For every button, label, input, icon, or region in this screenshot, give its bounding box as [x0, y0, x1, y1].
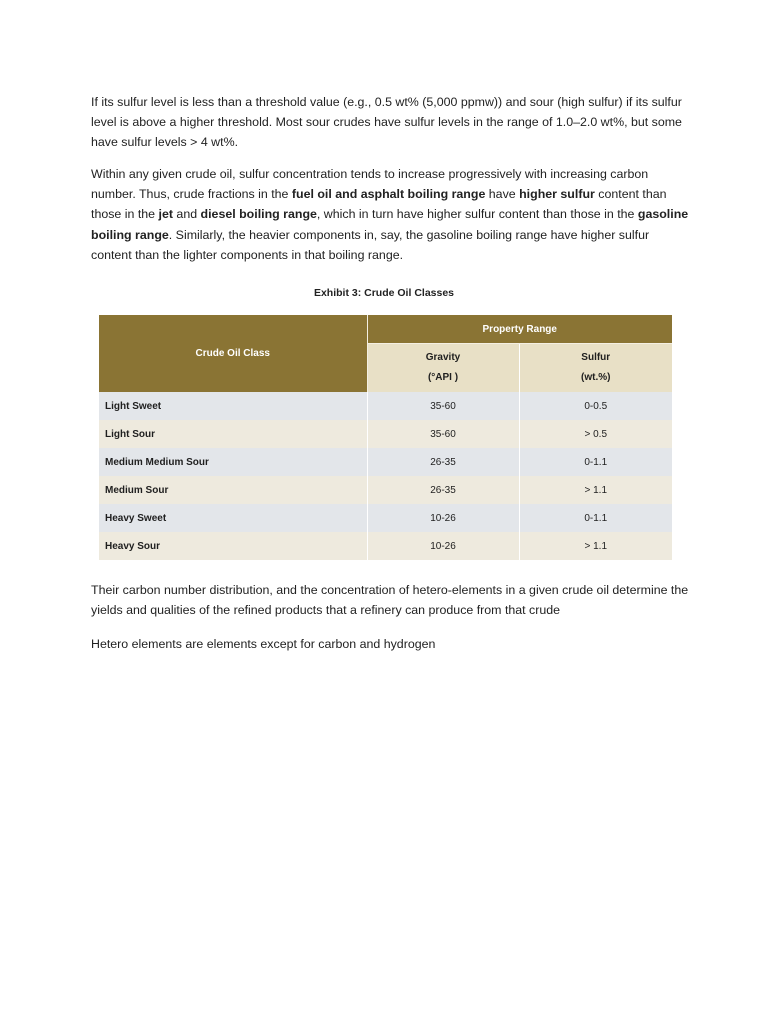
table-row: [99, 392, 672, 420]
text-run: have: [485, 187, 520, 202]
header-crude-oil-class: Crude Oil Class: [99, 315, 367, 392]
cell-sulfur: 0-0.5: [519, 392, 672, 420]
text-run: and: [172, 207, 201, 222]
table-row: [99, 532, 672, 560]
cell-gravity: 35-60: [367, 392, 519, 420]
cell-gravity: 35-60: [367, 420, 519, 448]
text-run: . Similarly, the heavier components in, say, the gasoline boiling range have higher sulfur content than the lighter components in that boiling range.: [91, 227, 650, 262]
paragraph-sulfur-concentration: [91, 164, 691, 265]
sulfur-label: Sulfur: [581, 352, 611, 363]
cell-sulfur: > 1.1: [519, 532, 672, 560]
cell-gravity: 26-35: [367, 476, 519, 504]
header-sulfur: [519, 344, 672, 393]
gravity-unit: (°API ): [427, 372, 459, 383]
text-run: content than those in the: [91, 187, 667, 222]
paragraph-hetero-elements: [91, 634, 691, 654]
cell-sulfur: 0-1.1: [519, 448, 672, 476]
cell-class: Heavy Sweet: [99, 504, 367, 532]
cell-class: Medium Sour: [99, 476, 367, 504]
paragraph-carbon-distribution: [91, 580, 691, 620]
text-run: Their carbon number distribution, and the concentration of hetero-elements in a given crude oil determine the yields and qualities of the refined products that a refinery can produce from that crude: [91, 583, 689, 618]
cell-class: Light Sweet: [99, 392, 367, 420]
cell-sulfur: 0-1.1: [519, 504, 672, 532]
text-run: Hetero elements are elements except for carbon and hydrogen: [91, 637, 436, 651]
cell-class: Heavy Sour: [99, 532, 367, 560]
table-row: [99, 476, 672, 504]
cell-gravity: 10-26: [367, 504, 519, 532]
crude-oil-classes-table: [99, 315, 672, 560]
cell-gravity: 10-26: [367, 532, 519, 560]
bold-text: gasoline boiling range: [91, 207, 689, 242]
cell-gravity: 26-35: [367, 448, 519, 476]
sulfur-unit: (wt.%): [581, 372, 611, 383]
table-row: [99, 420, 672, 448]
cell-sulfur: > 1.1: [519, 476, 672, 504]
header-gravity: [367, 344, 519, 393]
table-row: [99, 448, 672, 476]
gravity-label: Gravity: [425, 352, 461, 363]
cell-sulfur: > 0.5: [519, 420, 672, 448]
bold-text: fuel oil and asphalt boiling range: [291, 187, 486, 202]
paragraph-sulfur-threshold: [91, 92, 691, 153]
cell-class: Light Sour: [99, 420, 367, 448]
cell-class: Medium Medium Sour: [99, 448, 367, 476]
table-row: [99, 504, 672, 532]
bold-text: diesel boiling range: [200, 207, 317, 222]
bold-text: jet: [158, 207, 173, 222]
text-run: If its sulfur level is less than a threshold value (e.g., 0.5 wt% (5,000 ppmw)) and sour (high sulfur) if its sulfur level is above a higher threshold. Most sour crudes have sulfur levels in the range of 1.0–2.0 wt%, but some have sulfur levels > 4 wt%.: [91, 95, 682, 150]
exhibit-caption: Exhibit 3: Crude Oil Classes: [313, 287, 455, 299]
text-run: , which in turn have higher sulfur content than those in the: [316, 207, 638, 222]
bold-text: higher sulfur: [519, 187, 595, 202]
header-property-range: Property Range: [367, 315, 672, 344]
text-run: Within any given crude oil, sulfur concentration tends to increase progressively with increasing carbon number. Thus, crude fractions in the: [91, 167, 649, 202]
